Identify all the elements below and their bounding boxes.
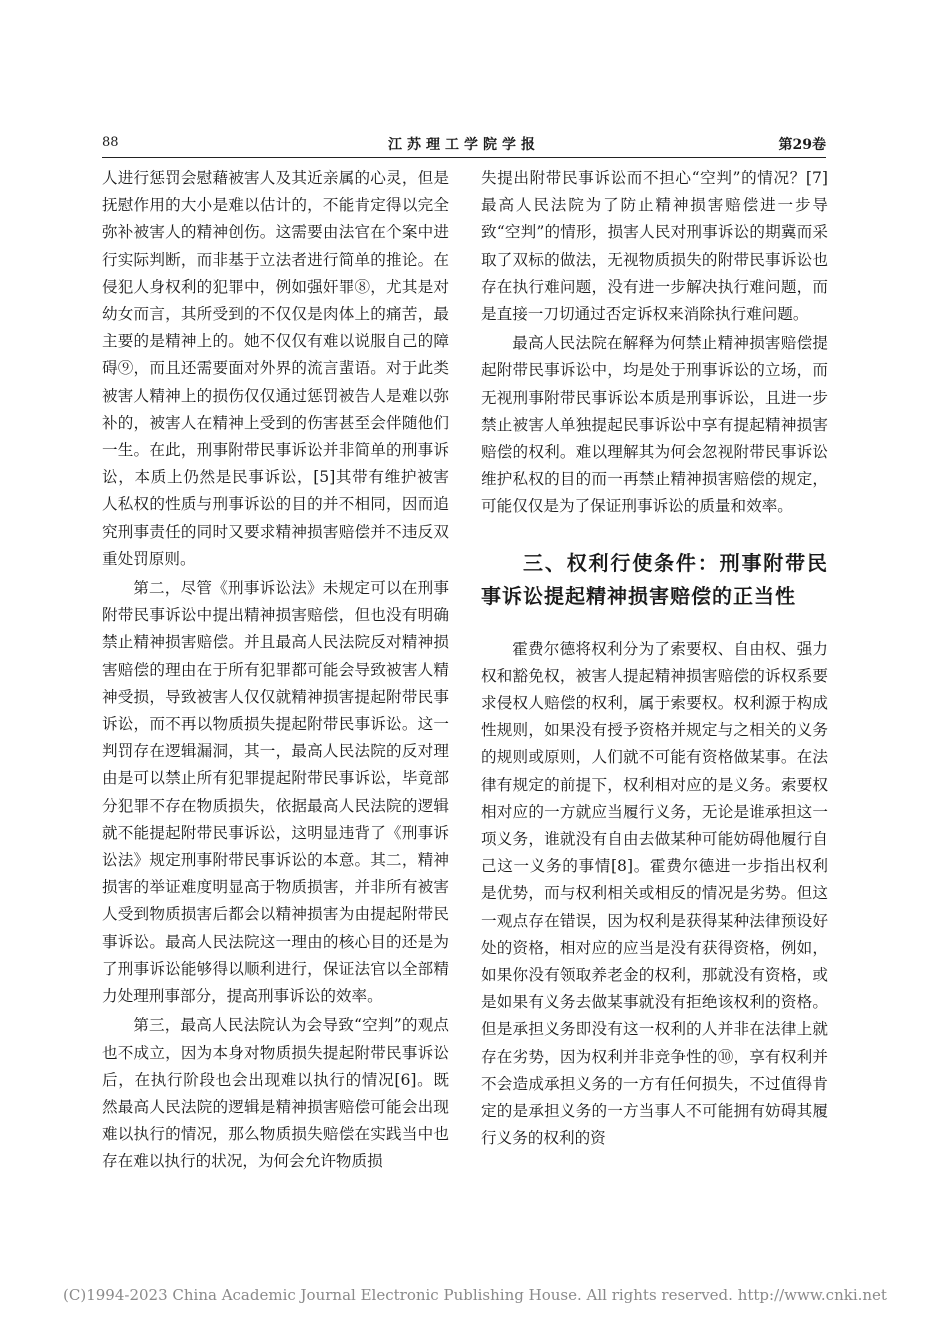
paragraph: 霍费尔德将权利分为了索要权、自由权、强力权和豁免权，被害人提起精神损害赔偿的诉权系要求侵权人赔偿的权利，属于索要权。权利源于构成性规则，如果没有授予资格并规定与之相关的义务的规则或原则，人们就不可能有资格做某事。在法律有规定的前提下，权利相对应的是义务。索要权相对应的一方就应当履行义务，无论是谁承担这一项义务，谁就没有自由去做某种可能妨碍他履行自己这一义务的事情[8]。霍费尔德进一步指出权利是优势，而与权利相关或相反的情况是劣势。但这一观点存在错误，因为权利是获得某种法律预设好处的资格，相对应的应当是没有获得资格，例如，如果你没有领取养老金的权利，那就没有资格，或是如果有义务去做某事就没有拒绝该权利的资格。但是承担义务即没有这一权利的人并非在法律上就存在劣势，因为权利并非竞争性的⑩，享有权利并不会造成承担义务的一方有任何损失，不过值得肯定的是承担义务的一方当事人不可能拥有妨碍其履行义务的权利的资	[481, 639, 828, 1148]
volume-label: 第29卷	[778, 137, 826, 153]
running-header	[102, 133, 826, 158]
right-column	[481, 165, 828, 1153]
page-number: 88	[102, 135, 119, 150]
paragraph: 第三，最高人民法院认为会导致“空判”的观点也不成立，因为本身对物质损失提起附带民事诉讼后，在执行阶段也会出现难以执行的情况[6]。既然最高人民法院的逻辑是精神损害赔偿可能会出现难以执行的情况，那么物质损失赔偿在实践当中也存在难以执行的状况，为何会允许物质损	[102, 1016, 449, 1171]
copyright-footer: (C)1994-2023 China Academic Journal Electronic Publishing House. All rights reserved. http://www.cnki.net	[63, 1286, 887, 1304]
left-column	[102, 165, 449, 1176]
paragraph: 最高人民法院在解释为何禁止精神损害赔偿提起附带民事诉讼中，均是处于刑事诉讼的立场，而无视刑事附带民事诉讼本质是刑事诉讼，且进一步禁止被害人单独提起民事诉讼中享有提起精神损害赔偿的权利。难以理解其为何会忽视附带民事诉讼维护私权的目的而一再禁止精神损害赔偿的规定，可能仅仅是为了保证刑事诉讼的质量和效率。	[481, 334, 828, 516]
section-heading: 三、权利行使条件：刑事附带民事诉讼提起精神损害赔偿的正当性	[481, 550, 828, 608]
paragraph: 人进行惩罚会慰藉被害人及其近亲属的心灵，但是抚慰作用的大小是难以估计的，不能肯定得以完全弥补被害人的精神创伤。这需要由法官在个案中进行实际判断，而非基于立法者进行简单的推论。在侵犯人身权利的犯罪中，例如强奸罪⑧，尤其是对幼女而言，其所受到的不仅仅是肉体上的痛苦，最主要的是精神上的。她不仅仅有难以说服自己的障碍⑨，而且还需要面对外界的流言蜚语。对于此类被害人精神上的损伤仅仅通过惩罚被告人是难以弥补的，被害人在精神上受到的伤害甚至会伴随他们一生。在此，刑事附带民事诉讼并非简单的刑事诉讼，本质上仍然是民事诉讼，[5]其带有维护被害人私权的性质与刑事诉讼的目的并不相同，因而追究刑事责任的同时又要求精神损害赔偿并不违反双重处罚原则。	[102, 169, 449, 568]
paragraph: 第二，尽管《刑事诉讼法》未规定可以在刑事附带民事诉讼中提出精神损害赔偿，但也没有明确禁止精神损害赔偿。并且最高人民法院反对精神损害赔偿的理由在于所有犯罪都可能会导致被害人精神受损，导致被害人仅仅就精神损害提起附带民事诉讼，而不再以物质损失提起附带民事诉讼。这一判罚存在逻辑漏洞，其一，最高人民法院的反对理由是可以禁止所有犯罪提起附带民事诉讼，毕竟部分犯罪不存在物质损失，依据最高人民法院的逻辑就不能提起附带民事诉讼，这明显违背了《刑事诉讼法》规定刑事附带民事诉讼的本意。其二，精神损害的举证难度明显高于物质损害，并非所有被害人受到物质损害后都会以精神损害为由提起附带民事诉讼。最高人民法院这一理由的核心目的还是为了刑事诉讼能够得以顺利进行，保证法官以全部精力处理刑事部分，提高刑事诉讼的效率。	[102, 579, 449, 1006]
journal-title: 江苏理工学院学报	[388, 137, 540, 153]
paragraph: 失提出附带民事诉讼而不担心“空判”的情况？[7]最高人民法院为了防止精神损害赔偿进一步导致“空判”的情形，损害人民对刑事诉讼的期冀而采取了双标的做法，无视物质损失的附带民事诉讼也存在执行难问题，没有进一步解决执行难问题，而是直接一刀切通过否定诉权来消除执行难问题。	[481, 169, 828, 324]
